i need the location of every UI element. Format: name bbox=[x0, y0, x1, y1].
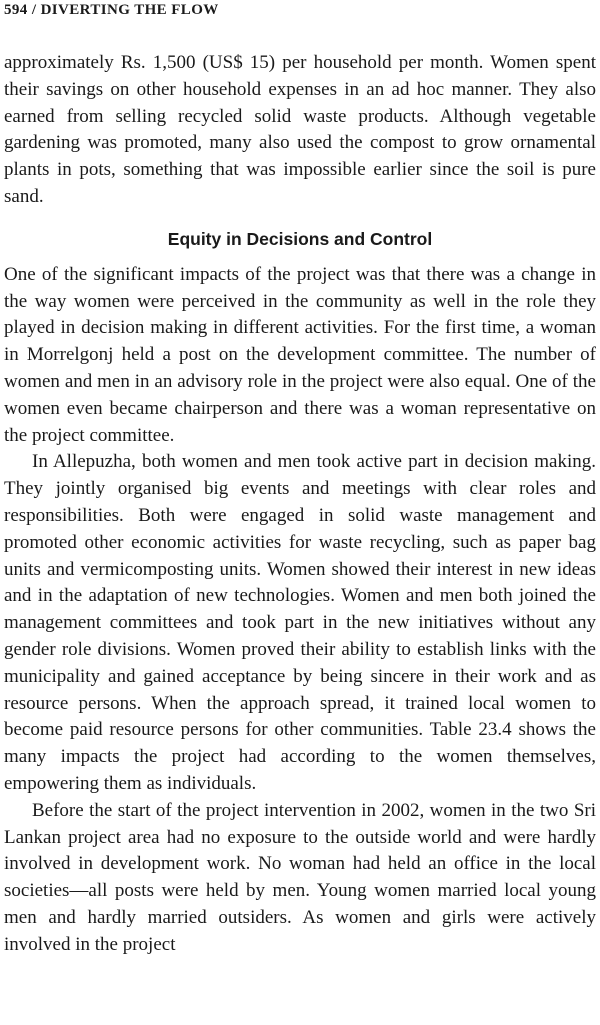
section-heading: Equity in Decisions and Control bbox=[167, 228, 433, 249]
running-head: 594 / DIVERTING THE FLOW bbox=[4, 2, 219, 18]
paragraph-continuation: approximately Rs. 1,500 (US$ 15) per household per month. Women spent their savings on other household expenses in an ad hoc manner. They also earned from selling recycled solid waste products. Although vegetable gardening was promoted, many also used the compost to grow ornamental plants in pots, something that was impossible earlier since the soil is pure sand. bbox=[4, 52, 596, 207]
body-text bbox=[4, 50, 596, 959]
paragraph-equity: One of the significant impacts of the project was that there was a change in the way women were perceived in the community as well in the role they played in decision making in different activities. For the first time, a woman in Morrelgonj held a post on the development committee. The number of women and men in an advisory role in the project were also equal. One of the women even became chairperson and there was a woman representative on the project committee. bbox=[4, 263, 596, 446]
paragraph-sri-lanka: Before the start of the project intervention in 2002, women in the two Sri Lankan project area had no exposure to the outside world and were hardly involved in development work. No woman had held an office in the local societies—all posts were held by men. Young women married local young men and hardly married outsiders. As women and girls were actively involved in the project bbox=[4, 799, 596, 955]
paragraph-allepuzha: In Allepuzha, both women and men took active part in decision making. They jointly organised big events and meetings with clear roles and responsibilities. Both were engaged in solid waste management and promoted other economic activities for waste recycling, such as paper bag units and vermicomposting units. Women showed their interest in new ideas and in the adaptation of new technologies. Women and men both joined the management committees and took part in the new initiatives without any gender role divisions. Women proved their ability to establish links with the municipality and gained acceptance by being sincere in their work and as resource persons. When the approach spread, it trained local women to become paid resource persons for other communities. Table 23.4 shows the many impacts the project had according to the women themselves, empowering them as individuals. bbox=[4, 451, 596, 794]
